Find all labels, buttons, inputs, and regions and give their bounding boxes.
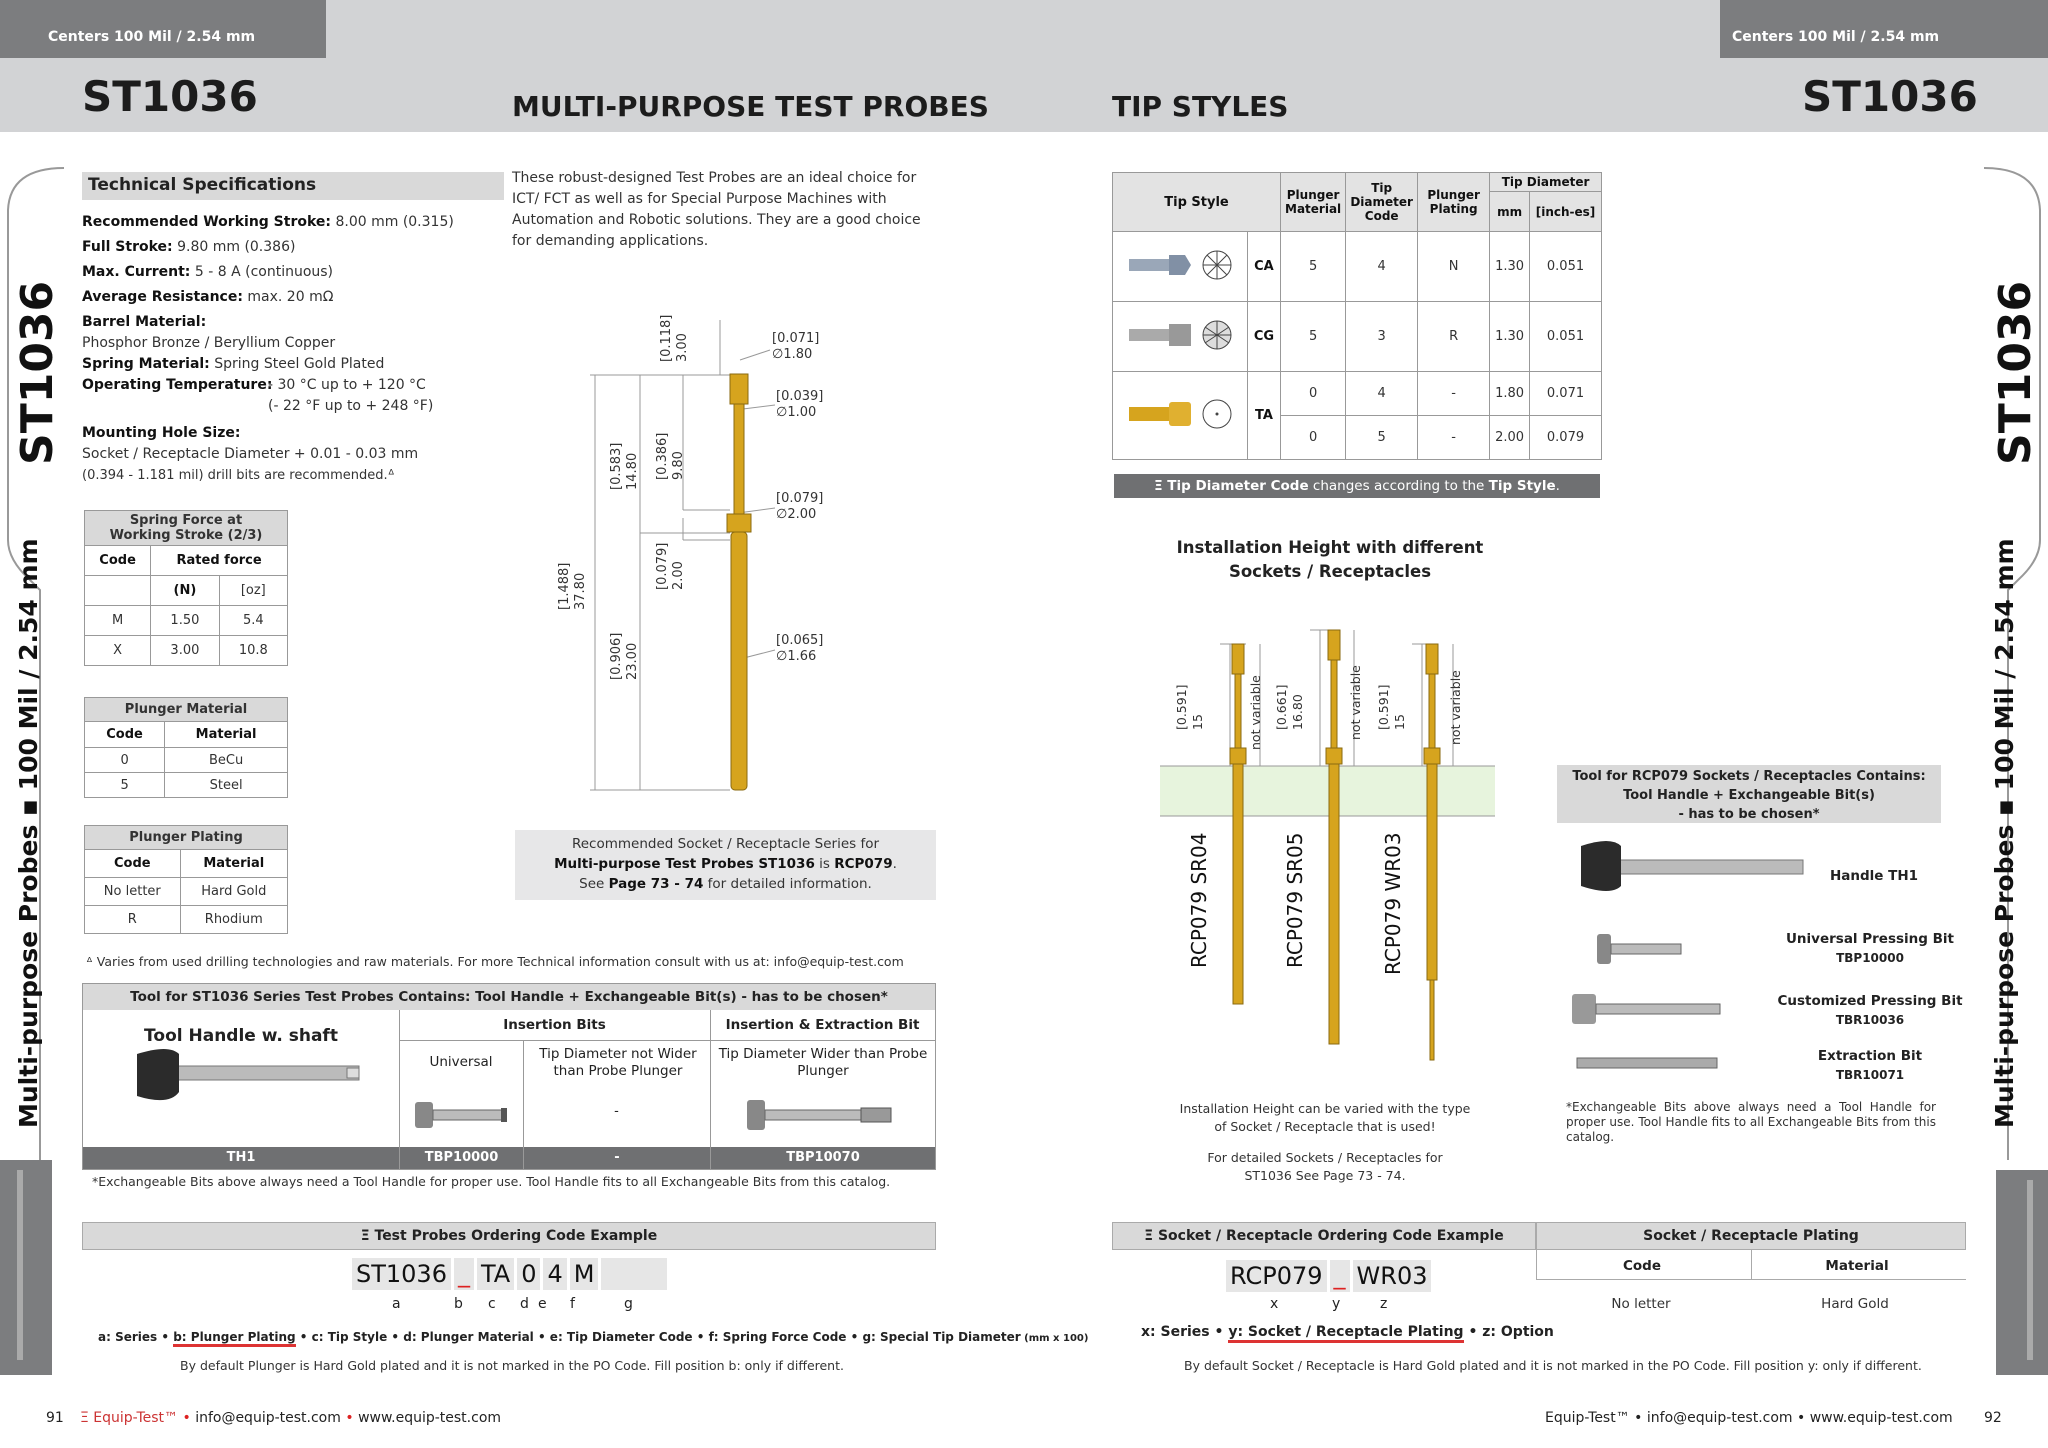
ordering-default-right: By default Socket / Receptacle is Hard Gold plated and it is not marked in the PO Code. Fill position y: only if different. <box>1184 1358 1922 1373</box>
svg-text:not variable: not variable <box>1248 675 1263 750</box>
side-caption-right: Multi-purpose Probes ▪ 100 Mil / 2.54 mm <box>1990 538 2019 1128</box>
intro-text: These robust-designed Test Probes are an ideal choice for ICT/ FCT as well as for Special Purpose Machines with Automation and Robotic solutions. They are a good choice for demanding applications. <box>512 170 921 249</box>
ordering-title-left: Ξ Test Probes Ordering Code Example <box>82 1222 936 1250</box>
ordering-legend-left: a: Series • b: Plunger Plating • c: Tip Style • d: Plunger Material • e: Tip Diameter Code • f: Spring Force Code • g: Special Tip Diameter (mm x 100) <box>98 1330 1088 1344</box>
actual-size-right: ACTUAL SIZE <box>1976 1228 1989 1308</box>
plunger-plating-table: Plunger Plating Code Material No letter Hard Gold R Rhodium <box>84 825 288 934</box>
install-title: Installation Height with different Sockets / Receptacles <box>1176 538 1484 581</box>
tool-note-left: *Exchangeable Bits above always need a Tool Handle for proper use. Tool Handle fits to all Exchangeable Bits from this catalog. <box>92 1174 891 1189</box>
socket-plating-header: Code Material <box>1536 1250 1966 1280</box>
header-tab-left: Centers 100 Mil / 2.54 mm <box>0 0 326 58</box>
svg-text:not variable: not variable <box>1348 665 1363 740</box>
svg-text:15: 15 <box>1392 714 1407 730</box>
svg-text:[0.906]: [0.906] <box>609 632 624 680</box>
ordering-code-right: RCP079 _ WR03 <box>1226 1260 1434 1292</box>
svg-text:[0.386]: [0.386] <box>655 432 670 480</box>
specs-heading: Technical Specifications <box>82 172 504 200</box>
svg-text:16.80: 16.80 <box>1290 694 1305 730</box>
rcp-extraction-bit: Extraction Bit TBR10071 <box>1817 1048 1923 1082</box>
svg-text:[0.079]: [0.079] <box>655 542 670 590</box>
svg-text:[0.591]: [0.591] <box>1376 684 1391 730</box>
rcp-universal-bit: Universal Pressing Bit TBP10000 <box>1785 931 1955 965</box>
section-title-left: MULTI-PURPOSE TEST PROBES <box>512 90 989 123</box>
svg-text:[0.065]: [0.065] <box>776 633 824 648</box>
svg-text:[0.071]: [0.071] <box>772 331 820 346</box>
svg-text:∅1.80: ∅1.80 <box>772 347 813 362</box>
svg-text:[0.039]: [0.039] <box>776 389 824 404</box>
page-number-right: 92 <box>1984 1410 2002 1426</box>
universal-bit-image <box>413 1096 513 1136</box>
side-model-right: ST1036 <box>1990 280 2041 465</box>
svg-text:2.00: 2.00 <box>671 561 686 590</box>
svg-text:[0.079]: [0.079] <box>776 491 824 506</box>
svg-text:[0.118]: [0.118] <box>659 314 674 362</box>
svg-text:∅2.00: ∅2.00 <box>776 507 817 522</box>
svg-text:[0.661]: [0.661] <box>1274 684 1289 730</box>
svg-text:RCP079 SR04: RCP079 SR04 <box>1187 832 1211 968</box>
tip-ta-image <box>1125 394 1235 434</box>
tip-ca-image <box>1125 245 1235 285</box>
svg-text:[0.591]: [0.591] <box>1174 684 1189 730</box>
svg-text:RCP079 SR05: RCP079 SR05 <box>1283 832 1307 968</box>
svg-text:[0.583]: [0.583] <box>609 442 624 490</box>
probe-dimension-drawing <box>540 310 860 800</box>
socket-plating-title: Socket / Receptacle Plating <box>1536 1222 1966 1250</box>
tip-note-bar: Ξ Tip Diameter Code changes according to the Tip Style. <box>1114 474 1600 498</box>
model-title-left: ST1036 <box>82 72 258 121</box>
rcp-tool-title: Tool for RCP079 Sockets / Receptacles Contains: Tool Handle + Exchangeable Bit(s) - has to be chosen* <box>1557 765 1941 823</box>
install-note: Installation Height can be varied with the type of Socket / Receptacle that is used! For detailed Sockets / Receptacles for ST1036 See Page 73 - 74. <box>1179 1101 1471 1183</box>
rcp-extraction-bit-image <box>1575 1052 1725 1076</box>
installation-drawing <box>1160 620 1505 1070</box>
plunger-material-table: Plunger Material Code Material 0 BeCu 5 Steel <box>84 697 288 798</box>
ordering-code-left: ST1036 _ TA 0 4 M <box>352 1258 670 1290</box>
actual-size-left: ACTUAL SIZE <box>56 1228 69 1308</box>
footer-right: Equip-Test™ • info@equip-test.com • www.equip-test.com <box>1545 1410 1953 1426</box>
socket-plating-code: No letter <box>1611 1296 1671 1312</box>
section-title-right: TIP STYLES <box>1112 90 1289 123</box>
header-tab-right: Centers 100 Mil / 2.54 mm <box>1720 0 2048 58</box>
ordering-legend-right: x: Series • y: Socket / Receptacle Plating • z: Option <box>1141 1324 1554 1340</box>
specs-list: Recommended Working Stroke: 8.00 mm (0.315) Full Stroke: 9.80 mm (0.386) Max. Current: 5 - 8 A (continuous) Average Resistance: max. 20 mΩ Barrel Material: Phosphor Bronze / Beryllium Copper Spring Material: Spring Steel Gold Plated Operating Temperature: - 30 °C up to + 120 °C (- 22 °F up to + 248 °F) Mounting Hole Size: Socket / Receptacle Diameter + 0.01 - 0.03 mm (0.394 - 1.181 mil) drill bits are recommended.ᐞ <box>82 214 454 483</box>
rcp-tool-note: *Exchangeable Bits above always need a Tool Handle for proper use. Tool Handle fits to all Exchangeable Bits from this catalog. <box>1566 1100 1936 1144</box>
svg-text:15: 15 <box>1190 714 1205 730</box>
svg-text:3.00: 3.00 <box>675 333 690 362</box>
svg-text:∅1.00: ∅1.00 <box>776 405 817 420</box>
tip-style-table: Tip Style Plunger Material Tip Diameter Code Plunger Plating Tip Diameter mm [inch-es] CA 5 4 N 1.30 0.051 CG 5 3 R 1.30 0.051 TA 0 4 - 1.80 0.071 0 5 - 2.00 0.079 <box>1112 172 1602 460</box>
svg-text:[1.488]: [1.488] <box>557 562 572 610</box>
tip-cg-image <box>1125 315 1235 355</box>
insertion-extraction-bit-image <box>743 1096 903 1136</box>
rcp-handle-image <box>1575 836 1815 896</box>
svg-text:9.80: 9.80 <box>671 451 686 480</box>
model-title-right: ST1036 <box>1802 72 1978 121</box>
side-caption-left: Multi-purpose Probes ▪ 100 Mil / 2.54 mm <box>14 538 43 1128</box>
rcp-universal-bit-image <box>1595 930 1695 970</box>
footer-left: Ξ Equip-Test™ • info@equip-test.com • www.equip-test.com <box>80 1410 502 1426</box>
footnote-left: ᐞ Varies from used drilling technologies and raw materials. For more Technical information consult with us at: info@equip-test.com <box>86 954 904 969</box>
spring-force-table: Spring Force at Working Stroke (2/3) Code Rated force (N) [oz] M 1.50 5.4 X 3.00 10.8 <box>84 510 288 666</box>
page-number-left: 91 <box>46 1410 64 1426</box>
svg-text:RCP079 WR03: RCP079 WR03 <box>1381 832 1405 975</box>
svg-text:∅1.66: ∅1.66 <box>776 649 817 664</box>
rcp-handle-label: Handle TH1 <box>1830 868 1919 884</box>
ordering-default-left: By default Plunger is Hard Gold plated and it is not marked in the PO Code. Fill position b: only if different. <box>180 1358 844 1373</box>
socket-plating-material: Hard Gold <box>1821 1296 1889 1312</box>
rcp-customized-bit-image <box>1570 990 1730 1030</box>
tool-table-left: Tool for ST1036 Series Test Probes Contains: Tool Handle + Exchangeable Bit(s) - has to be chosen* Tool Handle w. shaft Insertion Bits Insertion & Extraction Bit Universal Tip Diameter not Wider than Probe Plunger Tip Diameter Wider than Probe Plunger - TH1 TBP10000 - TBP10070 <box>82 983 936 1170</box>
side-model-left: ST1036 <box>12 280 63 465</box>
svg-text:23.00: 23.00 <box>625 642 640 680</box>
tool-handle-image <box>129 1044 379 1114</box>
svg-text:14.80: 14.80 <box>625 452 640 490</box>
rcp-customized-bit: Customized Pressing Bit TBR10036 <box>1777 993 1963 1027</box>
recommended-socket-box: Recommended Socket / Receptacle Series for Multi-purpose Test Probes ST1036 is RCP079. See Page 73 - 74 for detailed information. <box>515 830 936 900</box>
ordering-title-right: Ξ Socket / Receptacle Ordering Code Example <box>1112 1222 1536 1250</box>
svg-text:not variable: not variable <box>1448 670 1463 745</box>
svg-text:37.80: 37.80 <box>573 572 588 610</box>
